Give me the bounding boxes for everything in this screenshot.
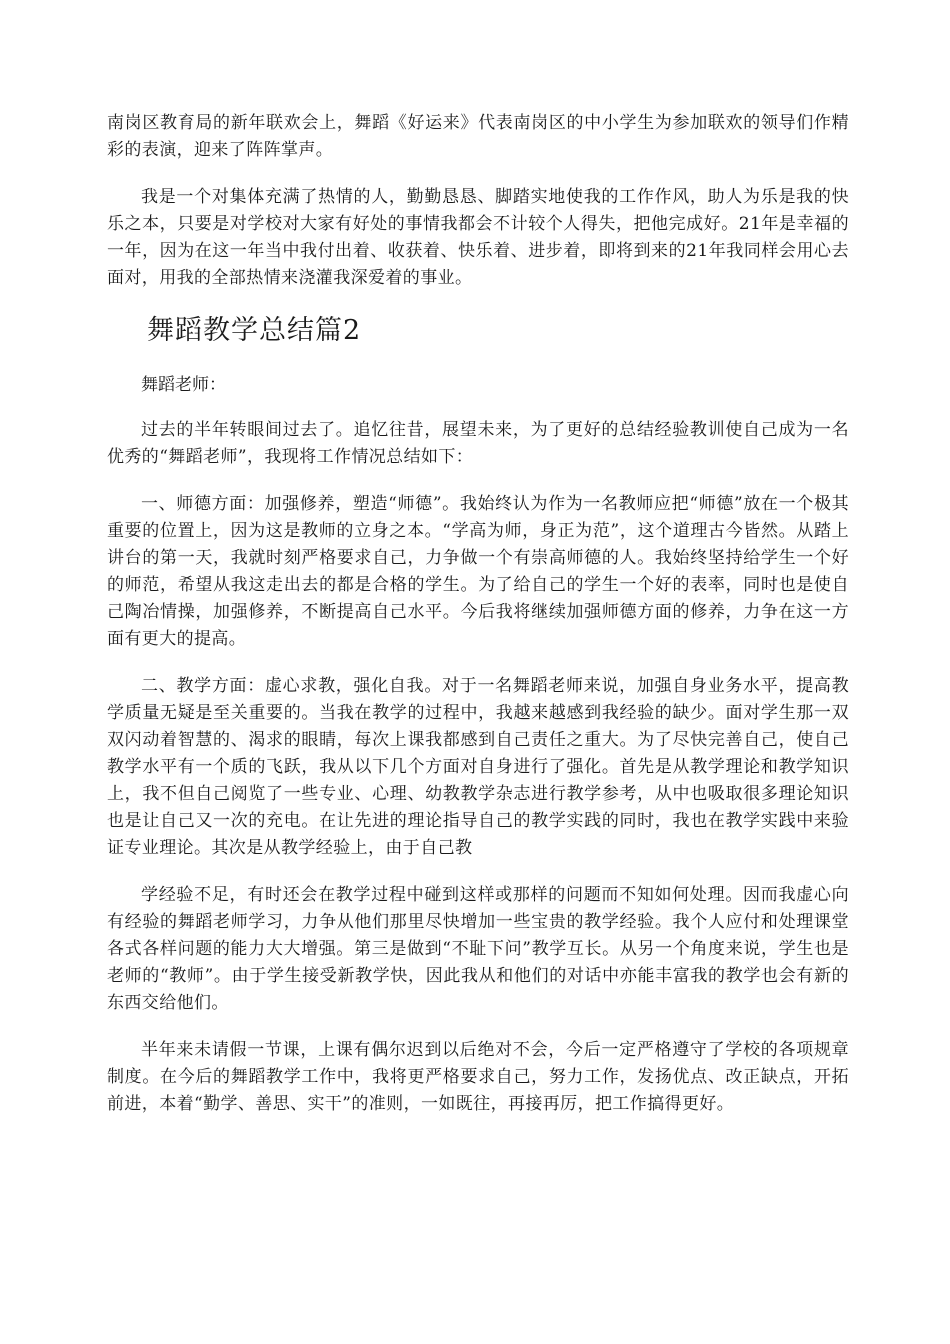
paragraph-ethics: 一、师德方面：加强修养，塑造“师德”。我始终认为作为一名教师应把“师德”放在一个极其重要的位置上，因为这是教师的立身之本。“学高为师，身正为范”，这个道理古今皆然。从踏上讲台的第一天，我就时刻严格要求自己，力争做一个有崇高师德的人。我始终坚持给学生一个好的师范，希望从我这走出去的都是合格的学生。为了给自己的学生一个好的表率，同时也是使自己陶冶情操，加强修养，不断提高自己水平。今后我将继续加强师德方面的修养，力争在这一方面有更大的提高。 (107, 494, 849, 649)
document-page (107, 110, 849, 1138)
paragraph-experience: 学经验不足，有时还会在教学过程中碰到这样或那样的问题而不知如何处理。因而我虚心向有经验的舞蹈老师学习，力争从他们那里尽快增加一些宝贵的教学经验。我个人应付和处理课堂各式各样问题的能力大大增强。第三是做到“不耻下问”教学互长。从另一个角度来说，学生也是老师的“教师”。由于学生接受新教学快，因此我从和他们的对话中亦能丰富我的教学也会有新的东西交给他们。 (107, 885, 849, 1013)
paragraph-self-evaluation: 我是一个对集体充满了热情的人，勤勤恳恳、脚踏实地使我的工作作风，助人为乐是我的快乐之本，只要是对学校对大家有好处的事情我都会不计较个人得失，把他完成好。21年是幸福的一年，因为在这一年当中我付出着、收获着、快乐着、进步着，即将到来的21年我同样会用心去面对，用我的全部热情来浇灌我深爱着的事业。 (107, 187, 849, 288)
salutation: 舞蹈老师： (141, 375, 226, 395)
paragraph-intro: 过去的半年转眼间过去了。追忆往昔，展望未来，为了更好的总结经验教训使自己成为一名优秀的“舞蹈老师”，我现将工作情况总结如下： (107, 420, 849, 467)
paragraph-teaching: 二、教学方面：虚心求教，强化自我。对于一名舞蹈老师来说，加强自身业务水平，提高教学质量无疑是至关重要的。当我在教学的过程中，我越来越感到我经验的缺少。面对学生那一双双闪动着智慧的、渴求的眼睛，每次上课我都感到自己责任之重大。为了尽快完善自己，使自己教学水平有一个质的飞跃，我从以下几个方面对自身进行了强化。首先是从教学理论和教学知识上，我不但自己阅览了一些专业、心理、幼教教学杂志进行教学参考，从中也吸取很多理论知识也是让自己又一次的充电。在让先进的理论指导自己的教学实践的同时，我也在教学实践中来验证专业理论。其次是从教学经验上，由于自己教 (107, 676, 849, 858)
section-heading: 舞蹈教学总结篇2 (147, 315, 362, 346)
paragraph-continuation: 南岗区教育局的新年联欢会上，舞蹈《好运来》代表南岗区的中小学生为参加联欢的领导们作精彩的表演，迎来了阵阵掌声。 (107, 113, 849, 160)
paragraph-conclusion: 半年来未请假一节课，上课有偶尔迟到以后绝对不会，今后一定严格遵守了学校的各项规章制度。在今后的舞蹈教学工作中，我将更严格要求自己，努力工作，发扬优点、改正缺点，开拓前进，本着“勤学、善思、实干”的准则，一如既往，再接再厉，把工作搞得更好。 (107, 1040, 849, 1114)
